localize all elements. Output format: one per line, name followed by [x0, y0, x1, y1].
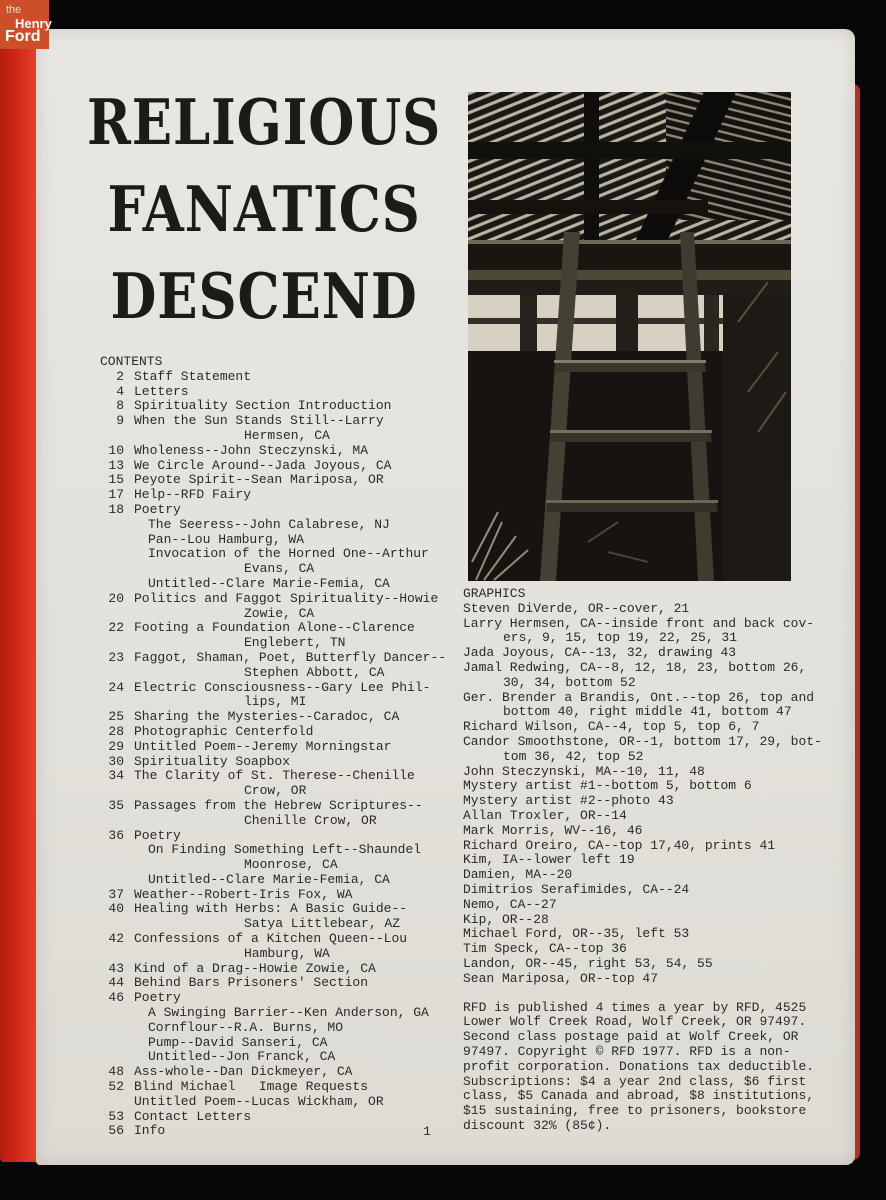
toc-entry-text: Electric Consciousness--Gary Lee Phil- [134, 679, 431, 695]
toc-page-number [100, 533, 124, 548]
toc-line [100, 518, 452, 533]
graphics-credit-line: Tim Speck, CA--top 36 [463, 941, 627, 957]
toc-page-number: 24 [108, 679, 124, 695]
publisher-info-line: 97497. Copyright © RFD 1977. RFD is a non- [463, 1043, 791, 1059]
toc-page-number: 28 [108, 723, 124, 739]
toc-page-number [100, 547, 124, 562]
toc-page-number [100, 1050, 124, 1065]
graphics-credit-line: John Steczynski, MA--10, 11, 48 [463, 763, 705, 779]
graphics-credit-line: Michael Ford, OR--35, left 53 [463, 926, 690, 942]
toc-page-number: 18 [108, 501, 124, 517]
graphics-credit-line: Larry Hermsen, CA--inside front and back cov- [463, 615, 815, 631]
toc-line [100, 592, 452, 607]
barn-ladder-photo [468, 92, 791, 581]
toc-entry-text: Footing a Foundation Alone--Clarence [134, 620, 415, 636]
toc-entry-text: On Finding Something Left--Shaundel [148, 842, 422, 858]
toc-entry-text: Crow, OR [244, 783, 307, 799]
publisher-info [463, 1001, 843, 1134]
toc-line [100, 769, 452, 784]
toc-page-number [100, 518, 124, 533]
toc-line [100, 1124, 452, 1139]
graphics-credit-line: Jada Joyous, CA--13, 32, drawing 43 [463, 645, 737, 661]
logo-the: the [6, 4, 22, 16]
toc-entry-text: Confessions of a Kitchen Queen--Lou [134, 931, 408, 947]
toc-line [100, 562, 452, 577]
graphics-credit-line: bottom 40, right middle 41, bottom 47 [503, 704, 792, 720]
toc-line [100, 547, 452, 562]
toc-line [100, 888, 452, 903]
toc-page-number: 13 [108, 457, 124, 473]
toc-line [100, 503, 452, 518]
contents-heading: CONTENTS [100, 354, 163, 369]
toc-entry-text: Englebert, TN [244, 635, 346, 651]
toc-entry-text: Untitled--Jon Franck, CA [148, 1049, 336, 1065]
toc-line [100, 607, 452, 622]
toc-page-number [100, 695, 124, 710]
toc-line [100, 710, 452, 725]
toc-entry-text: Contact Letters [134, 1108, 252, 1124]
toc-line [100, 947, 452, 962]
toc-entry-text: Sharing the Mysteries--Caradoc, CA [134, 709, 400, 725]
toc-page-number: 17 [108, 487, 124, 503]
toc-line [100, 902, 452, 917]
toc-entry-text: Satya Littlebear, AZ [244, 916, 401, 932]
toc-page-number: 22 [108, 620, 124, 636]
toc-line [100, 1021, 452, 1036]
title-line: RELIGIOUS [86, 85, 442, 159]
toc-entry-text: Info [134, 1123, 166, 1139]
toc-line [100, 488, 452, 503]
toc-line [100, 873, 452, 888]
toc-entry-text: Weather--Robert-Iris Fox, WA [134, 886, 353, 902]
title-line: DESCEND [110, 259, 418, 333]
toc-line [100, 740, 452, 755]
toc-line [100, 385, 452, 400]
toc-line [100, 444, 452, 459]
title-line: FANATICS [107, 172, 421, 246]
toc-entry-text: Staff Statement [134, 368, 252, 384]
toc-line [100, 414, 452, 429]
toc-page-number [100, 784, 124, 799]
toc-page-number: 8 [116, 398, 124, 414]
toc-entry-text: Chenille Crow, OR [244, 812, 377, 828]
toc-page-number: 10 [108, 442, 124, 458]
graphics-credit-line: Landon, OR--45, right 53, 54, 55 [463, 955, 713, 971]
toc-entry-text: Healing with Herbs: A Basic Guide-- [134, 901, 408, 917]
toc-line [100, 784, 452, 799]
graphics-list [463, 602, 843, 987]
toc-line [100, 962, 452, 977]
toc-line [100, 858, 452, 873]
graphics-credit-line: Kim, IA--lower left 19 [463, 852, 635, 868]
page-title [86, 79, 442, 340]
publisher-info-line: $15 sustaining, free to prisoners, bookstore [463, 1103, 807, 1119]
henry-ford-logo [0, 0, 52, 49]
toc-page-number: 40 [108, 901, 124, 917]
toc-page-number: 36 [108, 827, 124, 843]
toc-entry-text: Untitled--Clare Marie-Femia, CA [148, 871, 390, 887]
toc-page-number: 30 [108, 753, 124, 769]
toc-entry-text: lips, MI [244, 694, 307, 710]
toc-page-number: 53 [108, 1108, 124, 1124]
graphics-credit-line: Mystery artist #2--photo 43 [463, 793, 674, 809]
toc-line [100, 1080, 452, 1095]
toc-page-number: 52 [108, 1079, 124, 1095]
toc-entry-text: We Circle Around--Jada Joyous, CA [134, 457, 392, 473]
toc-entry-text: Pump--David Sanseri, CA [148, 1034, 328, 1050]
graphics-credit-line: Damien, MA--20 [463, 867, 573, 883]
logo-henry: Henry [15, 16, 52, 31]
toc-entry-text: Untitled--Clare Marie-Femia, CA [148, 575, 390, 591]
toc-entry-text: Pan--Lou Hamburg, WA [148, 531, 305, 547]
toc-page-number [100, 636, 124, 651]
toc-page-number [100, 429, 124, 444]
toc-line [100, 755, 452, 770]
toc-entry-text: Zowie, CA [244, 605, 315, 621]
toc-entry-text: Photographic Centerfold [134, 723, 314, 739]
toc-page-number [100, 577, 124, 592]
toc-page-number [100, 1095, 124, 1110]
toc-entry-text: Poetry [134, 990, 181, 1006]
graphics-credit-line: Jamal Redwing, CA--8, 12, 18, 23, bottom 26, [463, 659, 807, 675]
toc-page-number [100, 947, 124, 962]
toc-entry-text: Evans, CA [244, 561, 315, 577]
toc-page-number [100, 814, 124, 829]
toc-line [100, 666, 452, 681]
graphics-credit-line: Sean Mariposa, OR--top 47 [463, 970, 659, 986]
contents-list [100, 370, 452, 1139]
toc-entry-text: Moonrose, CA [244, 857, 338, 873]
toc-entry-text: Cornflour--R.A. Burns, MO [148, 1019, 344, 1035]
logo-ford: Ford [5, 28, 41, 45]
toc-line [100, 799, 452, 814]
magazine-page [36, 29, 855, 1165]
toc-entry-text: Poetry [134, 501, 181, 517]
toc-entry-text: Letters [134, 383, 189, 399]
toc-entry-text: Spirituality Section Introduction [134, 398, 392, 414]
graphics-credit-line: Allan Troxler, OR--14 [463, 807, 627, 823]
toc-line [100, 1050, 452, 1065]
toc-entry-text: Hamburg, WA [244, 945, 330, 961]
toc-line [100, 991, 452, 1006]
toc-page-number: 34 [108, 768, 124, 784]
toc-line [100, 651, 452, 666]
toc-page-number: 29 [108, 738, 124, 754]
toc-page-number [100, 873, 124, 888]
graphics-credit-line: Nemo, CA--27 [463, 896, 557, 912]
toc-entry-text: Blind Michael Image Requests [134, 1079, 369, 1095]
toc-page-number [100, 1006, 124, 1021]
toc-line [100, 932, 452, 947]
toc-page-number: 25 [108, 709, 124, 725]
toc-page-number: 44 [108, 975, 124, 991]
toc-entry-text: Peyote Spirit--Sean Mariposa, OR [134, 472, 384, 488]
toc-entry-text: Politics and Faggot Spirituality--Howie [134, 590, 439, 606]
toc-entry-text: When the Sun Stands Still--Larry [134, 413, 384, 429]
toc-line [100, 636, 452, 651]
toc-entry-text: Wholeness--John Steczynski, MA [134, 442, 369, 458]
graphics-credit-line: Mark Morris, WV--16, 46 [463, 822, 643, 838]
toc-page-number: 9 [116, 413, 124, 429]
graphics-credit-line: Ger. Brender a Brandis, Ont.--top 26, top and [463, 689, 815, 705]
toc-page-number: 23 [108, 649, 124, 665]
toc-page-number [100, 666, 124, 681]
toc-entry-text: The Clarity of St. Therese--Chenille [134, 768, 415, 784]
toc-line [100, 917, 452, 932]
toc-entry-text: Spirituality Soapbox [134, 753, 291, 769]
toc-page-number [100, 1036, 124, 1051]
page-number: 1 [423, 1124, 431, 1139]
toc-line [100, 681, 452, 696]
graphics-credit-line: 30, 34, bottom 52 [503, 674, 636, 690]
graphics-credit-line: Dimitrios Serafimides, CA--24 [463, 881, 690, 897]
toc-line [100, 577, 452, 592]
graphics-credit-line: Kip, OR--28 [463, 911, 549, 927]
toc-entry-text: Help--RFD Fairy [134, 487, 252, 503]
toc-page-number [100, 607, 124, 622]
toc-entry-text: Invocation of the Horned One--Arthur [148, 546, 429, 562]
graphics-credit-line: Mystery artist #1--bottom 5, bottom 6 [463, 778, 752, 794]
publisher-info-line: Second class postage paid at Wolf Creek, OR [463, 1029, 799, 1045]
graphics-credit-line: Steven DiVerde, OR--cover, 21 [463, 600, 690, 616]
graphics-heading: GRAPHICS [463, 586, 526, 601]
toc-entry-text: Faggot, Shaman, Poet, Butterfly Dancer-- [134, 649, 447, 665]
publisher-info-line: class, $5 Canada and abroad, $8 institutions, [463, 1088, 815, 1104]
toc-page-number [100, 917, 124, 932]
toc-page-number: 35 [108, 797, 124, 813]
toc-entry-text: Passages from the Hebrew Scriptures-- [134, 797, 423, 813]
toc-page-number: 37 [108, 886, 124, 902]
toc-line [100, 370, 452, 385]
toc-page-number: 48 [108, 1064, 124, 1080]
toc-entry-text: Ass-whole--Dan Dickmeyer, CA [134, 1064, 353, 1080]
toc-line [100, 429, 452, 444]
toc-line [100, 621, 452, 636]
toc-line [100, 533, 452, 548]
toc-entry-text: Untitled Poem--Lucas Wickham, OR [134, 1093, 384, 1109]
publisher-info-line: profit corporation. Donations tax deductible. [463, 1058, 815, 1074]
toc-page-number [100, 1021, 124, 1036]
toc-entry-text: Poetry [134, 827, 181, 843]
toc-entry-text: Stephen Abbott, CA [244, 664, 385, 680]
toc-line [100, 725, 452, 740]
publisher-info-line: RFD is published 4 times a year by RFD, 4525 [463, 999, 807, 1015]
toc-line [100, 473, 452, 488]
toc-entry-text: Kind of a Drag--Howie Zowie, CA [134, 960, 376, 976]
toc-page-number [100, 843, 124, 858]
toc-page-number: 43 [108, 960, 124, 976]
toc-entry-text: A Swinging Barrier--Ken Anderson, GA [148, 1005, 429, 1021]
graphics-credit-line: tom 36, 42, top 52 [503, 748, 644, 764]
toc-line [100, 1006, 452, 1021]
toc-line [100, 399, 452, 414]
right-column [463, 587, 843, 1134]
toc-entry-text: Untitled Poem--Jeremy Morningstar [134, 738, 392, 754]
toc-entry-text: Hermsen, CA [244, 427, 330, 443]
contents-section [100, 355, 452, 1139]
toc-page-number [100, 858, 124, 873]
toc-page-number: 46 [108, 990, 124, 1006]
graphics-credit-line: Candor Smoothstone, OR--1, bottom 17, 29, bot- [463, 733, 822, 749]
toc-line [100, 459, 452, 474]
publisher-info-line: Lower Wolf Creek Road, Wolf Creek, OR 97497. [463, 1014, 807, 1030]
toc-page-number: 20 [108, 590, 124, 606]
toc-line [100, 1110, 452, 1125]
toc-entry-text: Behind Bars Prisoners' Section [134, 975, 369, 991]
toc-line [100, 1065, 452, 1080]
graphics-credit-line: ers, 9, 15, top 19, 22, 25, 31 [503, 630, 738, 646]
graphics-credit-line: Richard Wilson, CA--4, top 5, top 6, 7 [463, 719, 760, 735]
toc-page-number: 4 [116, 383, 124, 399]
toc-page-number: 15 [108, 472, 124, 488]
toc-line [100, 814, 452, 829]
toc-entry-text: The Seeress--John Calabrese, NJ [148, 516, 390, 532]
toc-line [100, 695, 452, 710]
publisher-info-line: discount 32% (85¢). [463, 1117, 612, 1133]
toc-page-number: 2 [116, 368, 124, 384]
toc-line [100, 976, 452, 991]
toc-page-number: 42 [108, 931, 124, 947]
toc-line [100, 1095, 452, 1110]
toc-page-number [100, 562, 124, 577]
toc-line [100, 843, 452, 858]
toc-line [100, 1036, 452, 1051]
toc-page-number: 56 [108, 1123, 124, 1139]
toc-line [100, 829, 452, 844]
graphics-credit-line: Richard Oreiro, CA--top 17,40, prints 41 [463, 837, 776, 853]
publisher-info-line: Subscriptions: $4 a year 2nd class, $6 first [463, 1073, 807, 1089]
